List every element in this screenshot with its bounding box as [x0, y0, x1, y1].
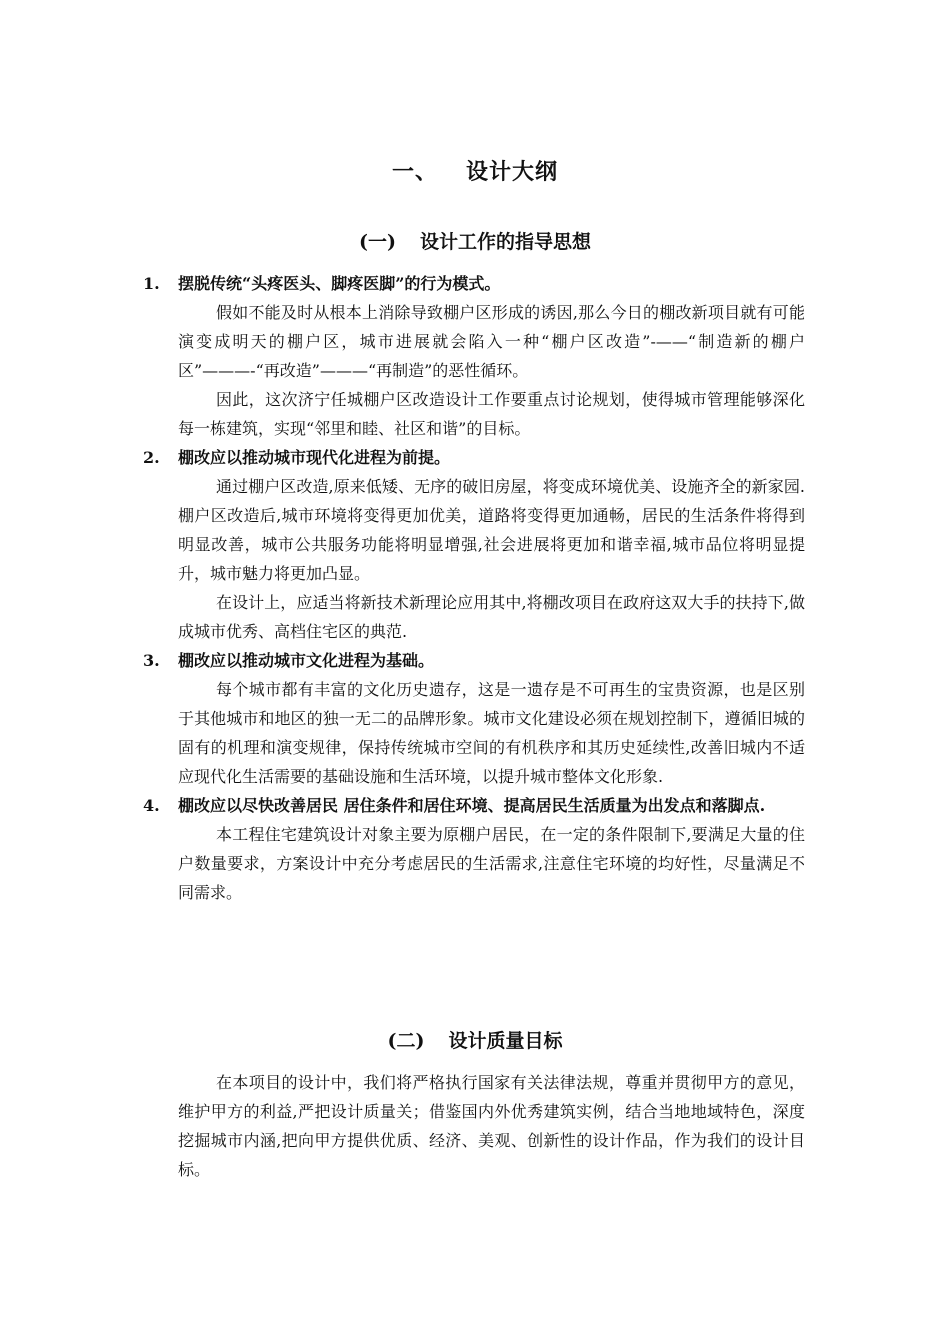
- list-item-index-2: 2.: [143, 448, 160, 467]
- section-title-2: 设计质量目标: [448, 1030, 563, 1052]
- paragraph: 通过棚户区改造,原来低矮、无序的破旧房屋，将变成环境优美、设施齐全的新家园.棚户区改造后,城市环境将变得更加优美，道路将变得更加通畅，居民的生活条件将得到明显改善，城市公共服务功能将明显增强,社会进展将更加和谐幸福,城市品位将明显提升，城市魅力将更加凸显。: [178, 477, 805, 583]
- paragraph: 在本项目的设计中，我们将严格执行国家有关法律法规，尊重并贯彻甲方的意见，维护甲方的利益,严把设计质量关；借鉴国内外优秀建筑实例，结合当地地域特色，深度挖掘城市内涵,把向甲方提供优质、经济、美观、创新性的设计作品，作为我们的设计目标。: [178, 1073, 805, 1179]
- list-item-index-4: 4.: [143, 796, 160, 815]
- section-title-1: 设计工作的指导思想: [419, 231, 591, 253]
- list-item-index-3: 3.: [143, 651, 160, 670]
- chapter-title: [0, 155, 950, 186]
- paragraph: 本工程住宅建筑设计对象主要为原棚户居民，在一定的条件限制下,要满足大量的住户数量要求，方案设计中充分考虑居民的生活需求,注意住宅环境的均好性，尽量满足不同需求。: [178, 825, 805, 902]
- section-heading-2: [0, 1026, 950, 1053]
- list-item-heading-1: [140, 269, 805, 298]
- section-1-body: [140, 269, 805, 907]
- list-item-heading-text-2: 棚改应以推动城市现代化进程为前提。: [178, 448, 451, 467]
- list-item-heading-text-4: 棚改应以尽快改善居民 居住条件和居住环境、提高居民生活质量为出发点和落脚点.: [178, 796, 766, 815]
- paragraph: 假如不能及时从根本上消除导致棚户区形成的诱因,那么今日的棚改新项目就有可能演变成明天的棚户区，城市进展就会陷入一种“棚户区改造”-——“制造新的棚户区”———-“再改造”———“再制造”的恶性循环。: [178, 303, 805, 380]
- list-item-heading-text-3: 棚改应以推动城市文化进程为基础。: [178, 651, 435, 670]
- chapter-title-text: 设计大纲: [466, 159, 559, 185]
- paragraph: 在设计上，应适当将新技术新理论应用其中,将棚改项目在政府这双大手的扶持下,做成城市优秀、高档住宅区的典范.: [178, 593, 805, 641]
- paragraph: 因此，这次济宁任城棚户区改造设计工作要重点讨论规划，使得城市管理能够深化每一栋建筑，实现“邻里和睦、社区和谐”的目标。: [178, 390, 805, 438]
- list-item-heading-3: [140, 646, 805, 675]
- list-item-heading-text-1: 摆脱传统“头疼医头、脚疼医脚”的行为模式。: [178, 274, 501, 293]
- section-heading-1: [0, 227, 950, 254]
- list-item-heading-4: [140, 791, 805, 820]
- section-number-1: (一): [359, 231, 396, 253]
- list-item-index-1: 1.: [143, 274, 160, 293]
- paragraph: 每个城市都有丰富的文化历史遗存，这是一遗存是不可再生的宝贵资源，也是区别于其他城市和地区的独一无二的品牌形象。城市文化建设必须在规划控制下，遵循旧城的固有的机理和演变规律，保持传统城市空间的有机秩序和其历史延续性,改善旧城内不适应现代化生活需要的基础设施和生活环境，以提升城市整体文化形象.: [178, 680, 805, 786]
- chapter-number: 一、: [391, 159, 438, 185]
- list-item-heading-2: [140, 443, 805, 472]
- section-number-2: (二): [387, 1030, 425, 1052]
- section-2-body: [140, 1068, 805, 1184]
